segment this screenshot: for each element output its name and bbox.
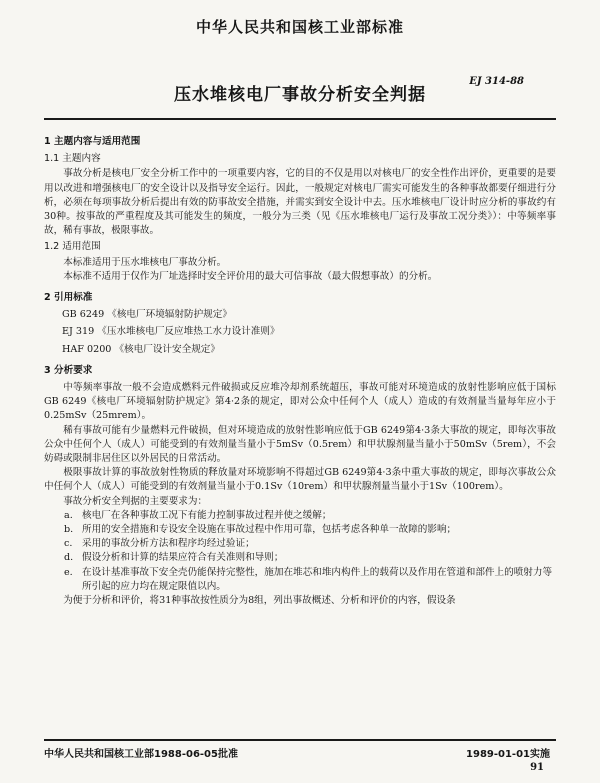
list-item [64, 537, 556, 551]
list-item-text: 采用的事故分析方法和程序均经过验证； [82, 538, 255, 550]
list-item [64, 509, 556, 523]
list-item-text: 所用的安全措施和专设安全设施在事故过程中作用可靠，包括考虑各种单一故障的影响； [82, 524, 457, 536]
section-1-2-paragraph-1: 本标准适用于压水堆核电厂事故分析。 [63, 256, 227, 268]
section-3-paragraph-3: 极限事故计算的事故放射性物质的释放量对环境影响不得超过GB 6249第4·3条中重大事故的规定，即每次事故公众中任何个人（成人）可能受到的有效剂量当量小于0.1Sv（10rem）和甲状腺剂量当量小于1Sv（100rem）。 [44, 467, 556, 493]
section-2-heading: 2 引用标准 [44, 292, 93, 304]
reference-list [44, 308, 556, 357]
document-title: 压水堆核电厂事故分析安全判据 [174, 85, 426, 105]
list-item-text: 在设计基准事故下安全壳仍能保持完整性，施加在堆芯和堆内构件上的载荷以及作用在管道和部件上的喷射力等所引起的应力均在规定限值以内。 [82, 566, 553, 592]
reference-item: HAF 0200 《核电厂设计安全规定》 [62, 343, 220, 355]
list-item-text: 核电厂在各种事故工况下有能力控制事故过程并使之缓解； [82, 509, 332, 521]
list-item-mark: e. [64, 566, 73, 578]
reference-item: GB 6249 《核电厂环境辐射防护规定》 [62, 309, 232, 321]
approval-date: 中华人民共和国核工业部1988-06-05批准 [44, 749, 238, 760]
section-3-paragraph-4: 事故分析安全判据的主要要求为： [63, 495, 208, 507]
section-3-paragraph-5: 为便于分析和评价，将31种事故按性质分为8组，列出事故概述、分析和评价的内容，假设条 [63, 595, 456, 607]
page-number: 91 [530, 762, 544, 773]
section-3-heading: 3 分析要求 [44, 364, 93, 376]
body-text [44, 128, 556, 608]
standard-number: EJ 314-88 [469, 76, 524, 87]
list-item [64, 551, 556, 565]
section-1-2-paragraph-2: 本标准不适用于仅作为厂址选择时安全评价用的最大可信事故（最大假想事故）的分析。 [63, 270, 438, 282]
implementation-date: 1989-01-01实施 [466, 749, 550, 760]
section-3-paragraph-1: 中等频率事故一般不会造成燃料元件破损或反应堆冷却剂系统超压，事故可能对环境造成的放射性影响应低于国标GB 6249《核电厂环境辐射防护规定》第4·2条的规定，即对公众中任何个人（成人）造成的有效剂量当量每年应小于0.25mSv（25mrem）。 [44, 382, 556, 422]
list-item-mark: b. [64, 524, 74, 536]
section-1-heading: 1 主题内容与适用范围 [44, 136, 141, 147]
list-item-text: 假设分析和计算的结果应符合有关准则和导则； [82, 552, 284, 564]
list-item-mark: c. [64, 538, 73, 550]
section-1-1-paragraph: 事故分析是核电厂安全分析工作中的一项重要内容，它的目的不仅是用以对核电厂的安全性作出评价，更重要的是要用以改进和增强核电厂的安全设计以及指导安全运行。因此，一般规定对核电厂需实可能发生的各种事故都要仔细进行分析，必须在每项事故分析后提出有效的防事故安全措施，并需实到安全设计中去。压水堆核电厂设计时应分析的事故约有30种。按事故的严重程度及其可能发生的频度，一般分为三类（见《压水堆核电厂运行及事故工况分类》）：中等频率事故，稀有事故，极限事故。 [44, 168, 556, 237]
footer-rule [44, 739, 556, 741]
header-rule [44, 118, 556, 120]
issuer-header: 中华人民共和国核工业部标准 [195, 18, 404, 36]
section-1-2-heading: 1.2 适用范围 [44, 241, 101, 253]
reference-item: EJ 319 《压水堆核电厂反应堆热工水力设计准则》 [62, 326, 280, 338]
list-item-mark: a. [64, 509, 73, 521]
list-item [64, 523, 556, 537]
list-item [64, 566, 556, 594]
section-1-1-heading: 1.1 主题内容 [44, 153, 101, 165]
section-3-paragraph-2: 稀有事故可能有少量燃料元件破损，但对环境造成的放射性影响应低于GB 6249第4·3条大事故的规定，即每次事故公众中任何个人（成人）可能受到的有效剂量当量小于5mSv（0.5rem）和甲状腺剂量当量小于50mSv（5rem），不会妨碍或限制非居住区以外居民的日常活动。 [44, 424, 556, 465]
list-item-mark: d. [64, 552, 74, 564]
requirements-list [44, 509, 556, 594]
